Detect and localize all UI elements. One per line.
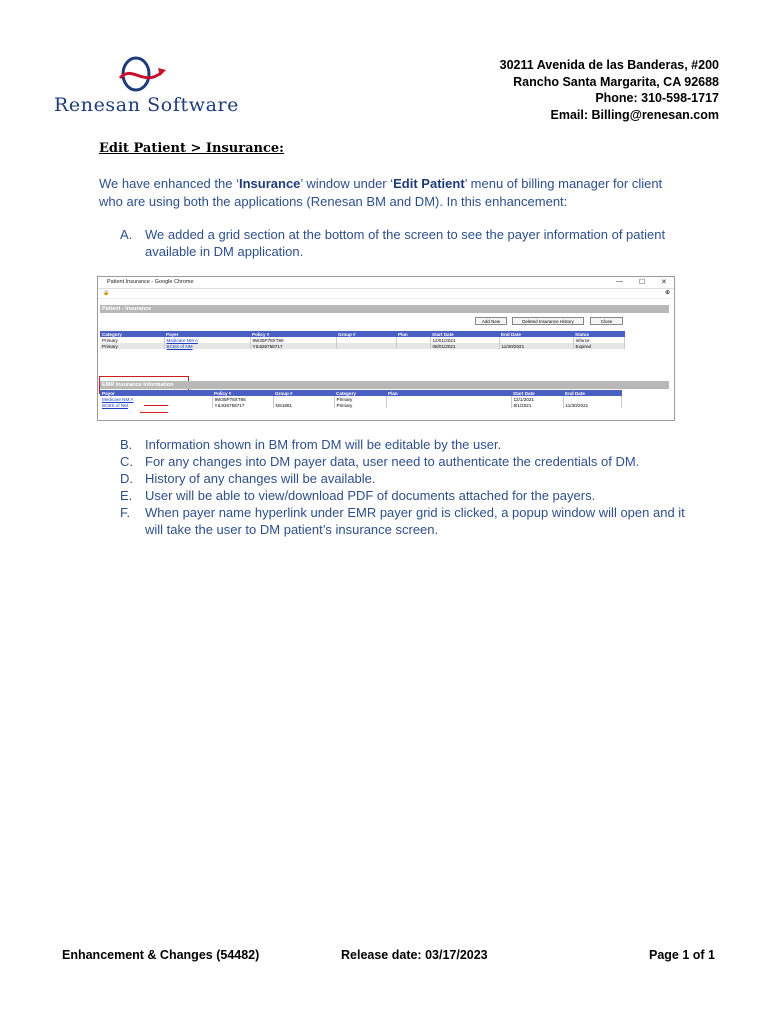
table-cell: 11/30/2021 xyxy=(499,343,573,349)
list-marker: F. xyxy=(120,505,131,520)
red-arrow-icon xyxy=(140,412,168,413)
intro-text: ’ window under ‘ xyxy=(300,176,394,191)
payer-link[interactable]: Medicare NM A xyxy=(166,337,198,343)
insurance-grid xyxy=(100,331,625,349)
close-window-icon[interactable]: ✕ xyxy=(661,279,667,286)
list-item xyxy=(120,453,690,470)
list-marker: B. xyxy=(120,437,133,452)
list-text: When payer name hyperlink under EMR payer grid is clicked, a popup window will open and it will take the user to DM patient’s insurance screen. xyxy=(145,505,685,537)
column-header: Payor xyxy=(100,390,212,396)
window-title: Patient Insurance - Google Chrome xyxy=(107,279,194,285)
list-marker: D. xyxy=(120,471,133,486)
intro-paragraph xyxy=(99,175,679,210)
table-cell: NS1881 xyxy=(273,402,334,408)
minimize-icon[interactable]: — xyxy=(616,278,623,285)
table-cell: 08/01/2021 xyxy=(430,343,499,349)
intro-bold-insurance: Insurance xyxy=(238,176,301,191)
table-row xyxy=(100,343,625,349)
column-header: End Date xyxy=(563,390,622,396)
list-marker: C. xyxy=(120,454,133,469)
column-header: Status xyxy=(573,331,625,337)
section-title: Edit Patient > Insurance: xyxy=(99,141,284,156)
table-cell: 11/30/2021 xyxy=(563,402,622,408)
lock-icon: 🔒 xyxy=(103,290,110,296)
address-line: Rancho Santa Margarita, CA 92688 xyxy=(513,74,719,89)
email-line: Email: Billing@renesan.com xyxy=(550,107,719,122)
column-header: Policy # xyxy=(250,331,336,337)
table-cell: Inforce xyxy=(573,337,625,343)
payer-link[interactable]: BCBS of NM xyxy=(166,343,193,349)
emr-payer-link[interactable]: BCBS of NM xyxy=(102,402,129,408)
column-header: Plan xyxy=(386,390,511,396)
table-cell: YIL926758717 xyxy=(250,343,336,349)
list-text: User will be able to view/download PDF of documents attached for the payers. xyxy=(145,488,596,503)
emr-insurance-grid xyxy=(100,390,622,408)
list-marker: E. xyxy=(120,488,133,503)
table-cell: 9W35P78XT86 xyxy=(250,337,336,343)
list-item xyxy=(120,504,690,538)
column-header: Group # xyxy=(336,331,396,337)
list-marker: A. xyxy=(120,227,133,242)
emr-payer-link[interactable]: Medicare NM A xyxy=(102,396,134,402)
table-cell: Primary xyxy=(100,343,164,349)
table-cell xyxy=(336,343,396,349)
list-text: History of any changes will be available. xyxy=(145,471,376,486)
add-new-button[interactable]: Add New xyxy=(475,317,507,325)
intro-bold-edit-patient: Edit Patient xyxy=(393,176,465,191)
patient-insurance-screenshot xyxy=(97,276,675,421)
patient-insurance-bar: Patient - Insurance xyxy=(100,305,669,313)
list-item xyxy=(120,226,690,260)
table-cell xyxy=(396,343,430,349)
column-header: Payer xyxy=(164,331,250,337)
list-text: Information shown in BM from DM will be editable by the user. xyxy=(145,437,502,452)
close-button[interactable]: Close xyxy=(590,317,623,325)
column-header: Plan xyxy=(396,331,430,337)
column-header: Policy # xyxy=(212,390,273,396)
intro-text: ’ menu of billing manager for client who are using both the applications (Renesan BM and DM). In this enhancement: xyxy=(99,176,663,209)
deleted-insurance-history-button[interactable]: Deleted Insurance History xyxy=(512,317,584,325)
zoom-icon[interactable]: ⊕ xyxy=(664,290,670,296)
table-cell: Primary xyxy=(334,402,386,408)
table-cell: 12/01/2021 xyxy=(430,337,499,343)
table-cell: 8/1/2021 xyxy=(511,402,563,408)
renesan-logo-icon xyxy=(118,54,174,98)
red-arrow-icon xyxy=(144,405,168,406)
address-line: 30211 Avenida de las Banderas, #200 xyxy=(499,58,719,72)
maximize-icon[interactable]: ☐ xyxy=(639,279,646,286)
list-text: We added a grid section at the bottom of the screen to see the payer information of patient available in DM application. xyxy=(145,227,666,259)
table-row xyxy=(100,402,622,408)
column-header: End Date xyxy=(499,331,573,337)
column-header: Start Date xyxy=(430,331,499,337)
company-logo xyxy=(54,54,254,124)
column-header: Category xyxy=(334,390,386,396)
table-cell: 12/1/2021 xyxy=(511,396,563,402)
brand-name: Renesan Software xyxy=(54,94,240,116)
table-cell: Primary xyxy=(100,337,164,343)
table-cell xyxy=(164,343,250,349)
list-text: For any changes into DM payer data, user need to authenticate the credentials of DM. xyxy=(145,454,640,469)
company-address xyxy=(500,57,719,123)
column-header: Start Date xyxy=(511,390,563,396)
table-cell: Primary xyxy=(334,396,386,402)
phone-line: Phone: 310-598-1717 xyxy=(595,91,719,105)
table-cell xyxy=(386,402,511,408)
list-item xyxy=(120,436,690,453)
intro-text: We have enhanced the ‘ xyxy=(99,176,239,191)
column-header: Category xyxy=(100,331,164,337)
column-header: Group # xyxy=(273,390,334,396)
emr-insurance-bar: EMR Insurance Information xyxy=(100,381,669,389)
table-cell: 9W35P78XT86 xyxy=(212,396,273,402)
window-titlebar xyxy=(98,277,674,289)
footer-document-title: Enhancement & Changes (54482) xyxy=(62,948,260,962)
list-item xyxy=(120,470,690,487)
list-item xyxy=(120,487,690,504)
table-cell: Expired xyxy=(573,343,625,349)
footer-release-date: Release date: 03/17/2023 xyxy=(341,948,488,962)
enhancement-list-a xyxy=(120,226,690,260)
enhancement-list-b xyxy=(120,436,690,538)
address-bar xyxy=(98,289,674,299)
footer-page-number: Page 1 of 1 xyxy=(649,948,715,962)
table-cell: YIL926758717 xyxy=(212,402,273,408)
